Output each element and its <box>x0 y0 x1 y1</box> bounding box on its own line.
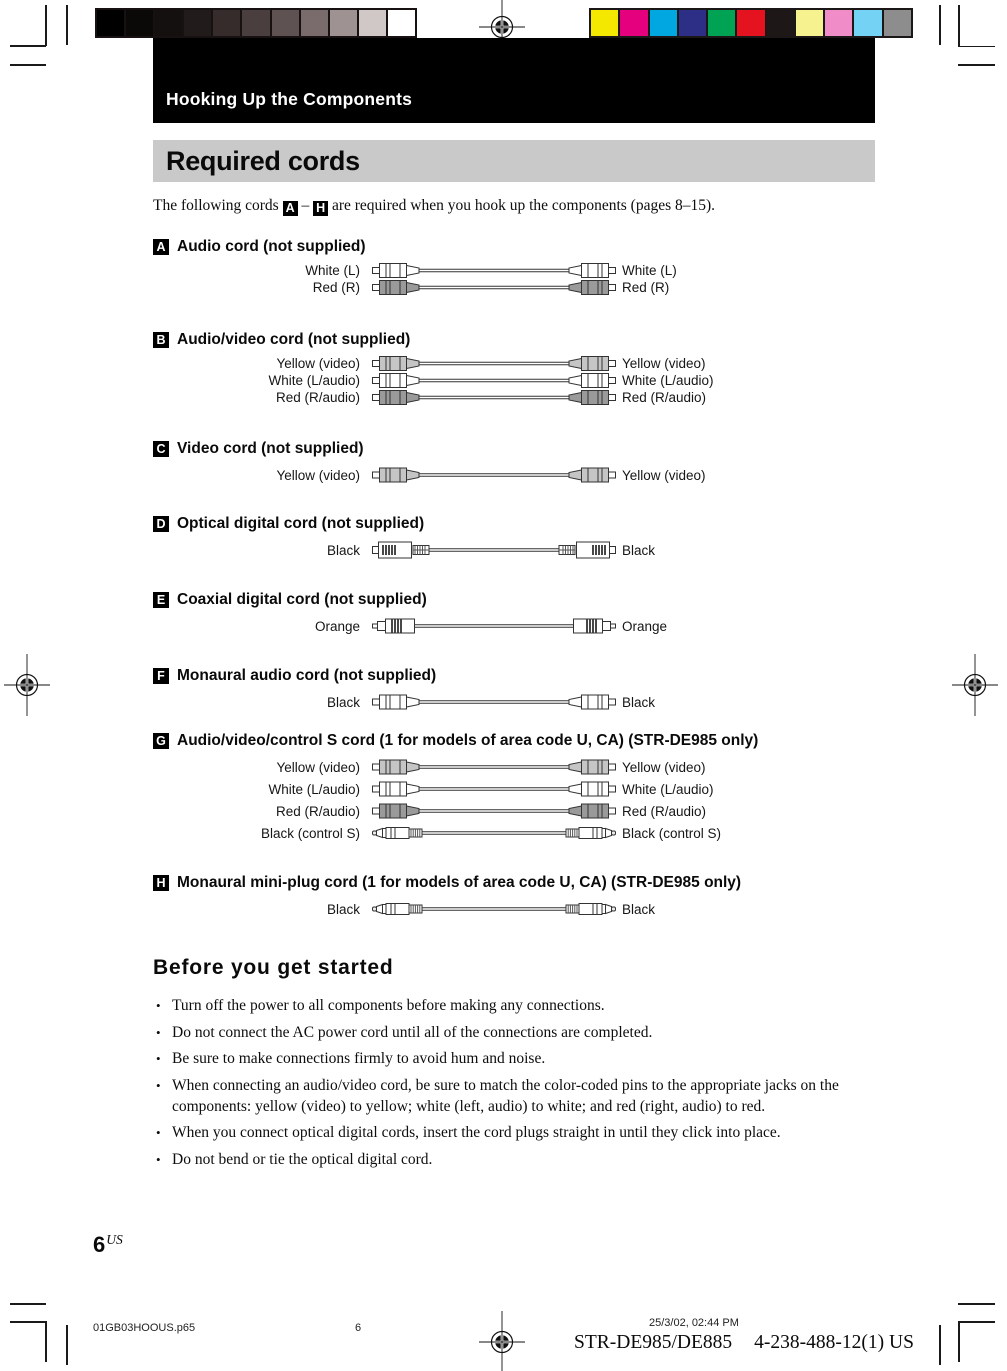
calibration-swatch <box>359 10 386 36</box>
intro-text-before: The following cords <box>153 197 279 214</box>
cable-diagram <box>372 898 616 920</box>
section-header <box>153 667 875 685</box>
cable-label-left: Yellow (video) <box>276 759 360 775</box>
cable-row <box>153 800 875 822</box>
cable-diagram <box>372 756 616 778</box>
cable-label-right: Black <box>622 542 656 558</box>
cable-label-left: Red (R/audio) <box>275 390 360 405</box>
calibration-swatch <box>650 10 677 36</box>
before-bullet-item: • Turn off the power to all components before making any connections. <box>153 995 875 1016</box>
cord-section-C <box>153 440 875 486</box>
calibration-swatch <box>301 10 328 36</box>
cable-rows <box>153 691 875 713</box>
calibration-swatch <box>854 10 881 36</box>
cable-label-right: Black <box>622 901 656 917</box>
calibration-swatch <box>126 10 153 36</box>
cable-diagram <box>372 355 616 372</box>
calibration-swatch <box>272 10 299 36</box>
section-title: Monaural audio cord (not supplied) <box>177 667 437 684</box>
section-badge-icon: A <box>153 239 169 255</box>
intro-dash: – <box>301 197 310 214</box>
calibration-swatch <box>184 10 211 36</box>
color-calibration-strip <box>589 8 913 38</box>
section-title: Coaxial digital cord (not supplied) <box>177 591 427 608</box>
cable-label-right: Orange <box>622 618 668 634</box>
cable-label-left: Black <box>326 901 360 917</box>
cable-diagram <box>372 615 616 637</box>
calibration-swatch <box>591 10 618 36</box>
section-header <box>153 515 875 533</box>
intro-text-after: are required when you hook up the components (pages 8–15). <box>331 197 716 214</box>
section-title: Audio cord (not supplied) <box>177 238 366 255</box>
before-bullet-item: • Be sure to make connections firmly to avoid hum and noise. <box>153 1048 875 1069</box>
section-title: Audio/video cord (not supplied) <box>177 331 411 348</box>
cable-diagram <box>372 389 616 406</box>
section-header <box>153 331 875 349</box>
section-title: Optical digital cord (not supplied) <box>177 515 425 532</box>
cable-label-right: Red (R/audio) <box>622 390 707 405</box>
cable-label-right: White (L/audio) <box>622 781 714 797</box>
calibration-swatch <box>884 10 911 36</box>
cable-label-right: Yellow (video) <box>622 356 706 371</box>
cable-diagram <box>372 372 616 389</box>
cable-label-left: Black <box>326 694 360 710</box>
calibration-swatch <box>330 10 357 36</box>
cable-label-right: White (L/audio) <box>622 373 714 388</box>
section-badge-icon: D <box>153 516 169 532</box>
section-header <box>153 591 875 609</box>
page-title-bar <box>153 140 875 182</box>
calibration-swatch <box>620 10 647 36</box>
cable-row <box>153 389 875 406</box>
cable-row <box>153 372 875 389</box>
cable-label-left: Orange <box>314 618 360 634</box>
cord-section-F <box>153 667 875 713</box>
cable-diagram <box>372 464 616 486</box>
footer-model: STR-DE985/DE885 <box>574 1332 733 1353</box>
chapter-title: Hooking Up the Components <box>166 89 413 109</box>
cable-row <box>153 355 875 372</box>
section-badge-icon: F <box>153 668 169 684</box>
cable-diagram <box>372 778 616 800</box>
calibration-swatch <box>825 10 852 36</box>
cable-label-left: Black (control S) <box>260 825 360 841</box>
cable-diagram <box>372 691 616 713</box>
cable-row <box>153 778 875 800</box>
cable-label-right: White (L) <box>622 263 677 278</box>
cable-label-right: Black <box>622 694 656 710</box>
intro-paragraph <box>153 195 875 216</box>
before-bullet-item: • Do not connect the AC power cord until all of the connections are completed. <box>153 1022 875 1043</box>
before-bullet-list <box>153 995 875 1170</box>
cable-label-right: Red (R/audio) <box>622 803 707 819</box>
cable-row <box>153 539 875 561</box>
cord-section-A <box>153 238 875 296</box>
badge-a-icon: A <box>283 201 298 216</box>
cable-diagram <box>372 539 616 561</box>
cable-label-left: Yellow (video) <box>276 356 360 371</box>
section-badge-icon: G <box>153 733 169 749</box>
before-bullet-item: • When you connect optical digital cords, insert the cord plugs straight in until they click into place. <box>153 1122 875 1143</box>
cable-label-right: Black (control S) <box>622 825 722 841</box>
cable-label-left: Yellow (video) <box>276 467 360 483</box>
registration-mark-icon <box>479 1311 525 1371</box>
cable-label-right: Red (R) <box>622 280 670 295</box>
cable-label-right: Yellow (video) <box>622 467 706 483</box>
cable-label-left: White (L/audio) <box>268 781 360 797</box>
cord-sections <box>153 238 875 920</box>
cord-section-E <box>153 591 875 637</box>
cable-rows <box>153 539 875 561</box>
cable-row <box>153 464 875 486</box>
footer-doc-code: 4-238-488-12(1) US <box>754 1332 914 1353</box>
section-title: Monaural mini-plug cord (1 for models of area code U, CA) (STR-DE985 only) <box>177 874 742 891</box>
calibration-swatch <box>97 10 124 36</box>
cable-rows <box>153 756 875 844</box>
calibration-swatch <box>388 10 415 36</box>
registration-mark-icon <box>4 654 50 716</box>
cable-label-right: Yellow (video) <box>622 759 706 775</box>
cable-label-left: Black <box>326 542 360 558</box>
section-badge-icon: B <box>153 332 169 348</box>
cord-section-H <box>153 874 875 920</box>
calibration-swatch <box>708 10 735 36</box>
page-number <box>93 1232 122 1258</box>
cable-rows <box>153 262 875 296</box>
calibration-swatch <box>155 10 182 36</box>
section-badge-icon: E <box>153 592 169 608</box>
cable-label-left: White (L) <box>305 263 360 278</box>
cable-row <box>153 691 875 713</box>
cable-diagram <box>372 822 616 844</box>
cable-row <box>153 615 875 637</box>
footer-datetime: 25/3/02, 02:44 PM <box>649 1317 739 1329</box>
section-header <box>153 238 875 256</box>
section-title: Video cord (not supplied) <box>177 440 364 457</box>
section-header <box>153 440 875 458</box>
before-bullet-item: • When connecting an audio/video cord, be sure to match the color-coded pins to the appropriate jacks on the components: yellow (video) to yellow; white (left, audio) to white; and red (right, audio) to red. <box>153 1075 875 1117</box>
cable-rows <box>153 898 875 920</box>
before-heading: Before you get started <box>153 956 394 979</box>
calibration-swatch <box>679 10 706 36</box>
cable-diagram <box>372 262 616 279</box>
calibration-swatch <box>737 10 764 36</box>
cable-diagram <box>372 279 616 296</box>
footer-page-number: 6 <box>355 1322 362 1334</box>
section-header <box>153 732 875 750</box>
cable-rows <box>153 355 875 406</box>
page-title: Required cords <box>166 145 360 176</box>
calibration-swatch <box>767 10 794 36</box>
cable-row <box>153 822 875 844</box>
calibration-swatch <box>242 10 269 36</box>
page-number-suffix: US <box>106 1232 123 1247</box>
badge-h-icon: H <box>313 201 328 216</box>
cable-row <box>153 898 875 920</box>
cord-section-D <box>153 515 875 561</box>
page-number-value: 6 <box>93 1232 106 1257</box>
before-you-get-started-section <box>153 956 875 1170</box>
cord-section-B <box>153 331 875 406</box>
footer-model-line <box>574 1332 914 1354</box>
cable-diagram <box>372 800 616 822</box>
section-title: Audio/video/control S cord (1 for models of area code U, CA) (STR-DE985 only) <box>177 732 759 749</box>
calibration-swatch <box>213 10 240 36</box>
footer-filename: 01GB03HOOUS.p65 <box>93 1322 196 1334</box>
cable-rows <box>153 464 875 486</box>
chapter-header-bar <box>153 38 875 123</box>
content-column <box>153 181 875 1175</box>
cable-rows <box>153 615 875 637</box>
section-header <box>153 874 875 892</box>
cable-row <box>153 279 875 296</box>
cable-label-left: White (L/audio) <box>268 373 360 388</box>
cable-row <box>153 756 875 778</box>
cable-row <box>153 262 875 279</box>
cord-section-G <box>153 732 875 844</box>
cable-label-left: Red (R/audio) <box>275 803 360 819</box>
registration-mark-icon <box>952 654 998 716</box>
cable-label-left: Red (R) <box>312 280 360 295</box>
grayscale-calibration-strip <box>95 8 417 38</box>
section-badge-icon: C <box>153 441 169 457</box>
calibration-swatch <box>796 10 823 36</box>
before-bullet-item: • Do not bend or tie the optical digital cord. <box>153 1149 875 1170</box>
section-badge-icon: H <box>153 875 169 891</box>
